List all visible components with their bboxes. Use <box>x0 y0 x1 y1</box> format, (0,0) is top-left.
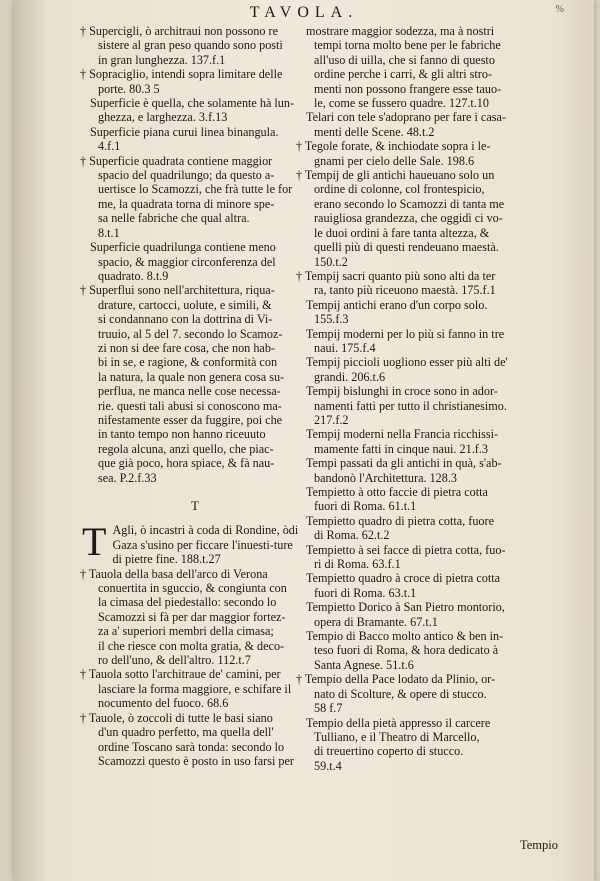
index-entry <box>306 543 578 572</box>
entry-line: in gran lunghezza. 137.f.1 <box>98 52 226 67</box>
entry-line: lasciare la forma maggiore, e schifare il <box>98 681 292 696</box>
page-header: TAVOLA. <box>249 4 359 21</box>
index-entry <box>80 67 300 96</box>
index-entry <box>306 456 578 485</box>
entry-line: mamente fatti in cinque naui. 21.f.3 <box>314 441 488 456</box>
index-entry <box>306 24 578 110</box>
entry-line: il che riesce con molta gratia, & deco- <box>98 638 285 653</box>
entry-line: Telari con tele s'adoprano per fare i casa- <box>306 110 506 125</box>
section-t-first-entry <box>82 519 300 567</box>
entry-line: sa nelle fabriche che qual altra. <box>98 211 250 226</box>
entry-line: † Tempio della Pace lodato da Plinio, or- <box>296 672 496 687</box>
index-entry <box>306 384 578 427</box>
catchword: Tempio <box>519 838 558 852</box>
index-entry <box>80 667 300 711</box>
index-entry <box>80 566 300 668</box>
index-entry <box>80 24 300 67</box>
entry-line: Tempietto quadro di pietra cotta, fuore <box>306 513 494 528</box>
left-entries-t <box>80 566 300 769</box>
entry-line: sea. P.2.f.33 <box>98 470 157 485</box>
entry-line: † Tegole forate, & inchiodate sopra i le- <box>296 139 491 154</box>
entry-line: le, come se fussero quadre. 127.t.10 <box>314 96 489 111</box>
entry-line: ture di pietre fine. 188.t.27 <box>112 537 293 567</box>
index-entry <box>306 629 578 672</box>
entry-line: Superficie è quella, che solamente hà lun- <box>90 96 295 111</box>
entry-line: le duoi ordini à fare tanta altezza, & <box>314 225 490 240</box>
entry-line: Tempij piccioli uogliono esser più alti de' <box>306 355 508 370</box>
entry-line: † Supercigli, ò architraui non possono re <box>80 24 279 38</box>
entry-line: la cimasa del piedestallo: secondo lo <box>98 595 277 610</box>
entry-line: ghezza, e larghezza. 3.f.13 <box>98 110 228 125</box>
entry-line: d'un quadro perfetto, ma quella dell' <box>98 725 274 740</box>
index-entry <box>306 600 578 629</box>
entry-line: Tempij moderni per lo più si fanno in tre <box>306 326 505 341</box>
entry-line: mostrare maggior sodezza, ma à nostri <box>306 24 495 38</box>
index-entry <box>306 110 578 139</box>
entry-line: rauigliosa grandezza, che oggidì ci vo- <box>314 211 503 226</box>
entry-line: Superficie quadrilunga contiene meno <box>90 240 276 255</box>
entry-line: 58 f.7 <box>314 701 343 716</box>
entry-line: † Sopraciglio, intendi sopra limitare delle <box>80 67 283 82</box>
entry-line: quelli più di questi rendeuano maestà. <box>314 240 499 255</box>
entry-line: fuori di Roma. 61.t.1 <box>314 499 417 514</box>
entry-line: quadrato. 8.t.9 <box>98 268 169 283</box>
entry-line: all'uso di uilla, che si fanno di questo <box>314 52 495 67</box>
entry-line: spacio, & maggior circonferenza del <box>98 254 276 269</box>
entry-line: menti non possono frangere esse tauo- <box>314 81 502 96</box>
entry-line: sistere al gran peso quando sono posti <box>98 38 283 53</box>
entry-line: fuori di Roma. 63.t.1 <box>314 585 417 600</box>
first-entry-lines <box>90 523 300 566</box>
entry-line: za a' superiori membri della cimasa; <box>98 624 274 639</box>
index-entry <box>306 485 578 514</box>
right-entries <box>296 24 578 773</box>
entry-line: Agli, ò incastri à coda di Rondine, ò <box>112 523 289 538</box>
left-column <box>80 24 300 768</box>
entry-line: si condannano con la dottrina di Vi- <box>98 312 273 327</box>
entry-line: erano secondo lo Scamozzi di tanta me <box>314 196 505 211</box>
entry-line: † Tempij sacri quanto più sono alti da ter <box>296 268 496 283</box>
entry-line: namenti fatti per tutto il christianesimo. <box>314 398 507 413</box>
entry-line: 8.t.1 <box>98 225 120 240</box>
entry-line: ordine Toscano sarà tonda: secondo lo <box>98 739 285 754</box>
entry-line: 59.t.4 <box>314 758 342 773</box>
entry-line: ordine di colonne, col frontespicio, <box>314 182 485 197</box>
entry-line: teso fuori di Roma, & hora dedicato à <box>314 643 499 658</box>
entry-line: bandonò l'Architettura. 128.3 <box>314 470 457 485</box>
entry-line: menti delle Scene. 48.t.2 <box>314 124 435 139</box>
index-entry <box>90 125 300 154</box>
entry-line: rie. questi tali abusi si conoscono ma- <box>98 398 282 413</box>
entry-line: bi in se, e ragione, & conformità con <box>98 355 278 370</box>
index-entry <box>306 427 578 456</box>
index-entry <box>296 268 578 298</box>
entry-line: conuertita in sguccio, & congiunta con <box>98 581 287 596</box>
entry-line: Tempij moderni nella Francia ricchissi- <box>306 427 499 442</box>
folio-mark: % <box>555 4 564 15</box>
entry-line: 4.f.1 <box>98 139 121 154</box>
entry-line: nato di Scolture, & opere di stucco. <box>314 686 487 701</box>
entry-line: † Tauola della basa dell'arco di Verona <box>80 566 268 581</box>
index-entry <box>306 514 578 543</box>
index-entry <box>90 240 300 283</box>
entry-line: † Tauola sotto l'architraue de' camini, per <box>80 667 281 682</box>
index-entry <box>306 298 578 327</box>
entry-line: ro dell'uno, & dell'altro. 112.t.7 <box>98 653 251 668</box>
entry-line: truuio, al 5 del 7. secondo lo Scamoz- <box>98 326 283 341</box>
index-entry <box>306 571 578 600</box>
entry-line: Tulliano, e il Theatro di Marcello, <box>314 729 480 744</box>
entry-line: 155.f.3 <box>314 312 349 327</box>
index-entry <box>90 96 300 125</box>
entry-line: porte. 80.3 5 <box>98 81 160 96</box>
entry-line: Superficie piana curui linea binangula. <box>90 124 279 139</box>
entry-line: opera di Bramante. 67.t.1 <box>314 614 438 629</box>
entry-line: gnami per cielo delle Sale. 198.6 <box>314 153 475 168</box>
entry-line: di Gaza s'usino per ficcare l'inuesti- <box>112 523 299 552</box>
entry-line: me, la quadrata torna di minore spe- <box>98 196 275 211</box>
entry-line: 150.t.2 <box>314 254 348 269</box>
entry-line: Tempij bislunghi in croce sono in ador- <box>306 384 498 399</box>
entry-line: Tempietto à sei facce di pietra cotta, fuo- <box>306 542 506 557</box>
entry-line: Tempietto quadro à croce di pietra cotta <box>306 571 501 586</box>
entry-line: Tempio di Bacco molto antico & ben in- <box>306 629 504 644</box>
entry-line: in tanto tempo non hanno riceuuto <box>98 427 266 442</box>
index-entry <box>306 355 578 384</box>
entry-line: ra, tanto più riceuono maestà. 175.f.1 <box>314 283 496 298</box>
entry-line: ordine perche i carri, & gli altri stro- <box>314 67 493 82</box>
left-entries <box>80 24 300 485</box>
entry-line: Tempietto à otto faccie di pietra cotta <box>306 485 488 499</box>
entry-line: Santa Agnese. 51.t.6 <box>314 657 414 672</box>
index-entry <box>296 672 578 716</box>
entry-line: ri di Roma. 63.f.1 <box>314 557 401 572</box>
entry-line: Scamozzi questo è posto in uso farsi per <box>98 753 294 768</box>
entry-line: que già poco, hora spiace, & fà nau- <box>98 456 275 471</box>
entry-line: Scamozzi si fà per dar maggior fortez- <box>98 609 286 624</box>
index-entry <box>80 710 300 769</box>
index-entry <box>80 283 300 485</box>
index-entry <box>296 139 578 168</box>
index-entry <box>296 168 578 269</box>
entry-line: la natura, la quale non genera cosa su- <box>98 369 285 384</box>
entry-line: uertisce lo Scamozzi, che frà tutte le for <box>98 182 293 197</box>
entry-line: drature, cartocci, uolute, e simili, & <box>98 297 272 312</box>
entry-line: di Roma. 62.t.2 <box>314 528 390 543</box>
entry-line: Tempi passati da gli antichi in quà, s'ab- <box>306 456 502 471</box>
index-entry <box>306 716 578 774</box>
entry-line: † Superficie quadrata contiene maggior <box>80 153 273 168</box>
entry-line: † Superflui sono nell'architettura, riqua- <box>80 283 275 298</box>
entry-line: zi non si dee fare cosa, che non hab- <box>98 340 275 355</box>
right-column <box>296 24 578 773</box>
section-letter: T <box>191 498 199 513</box>
entry-line: 217.f.2 <box>314 412 349 427</box>
index-entry <box>80 153 300 240</box>
drop-cap: T <box>82 519 107 565</box>
entry-line: Tempietto Dorico à San Pietro montorio, <box>306 600 505 615</box>
entry-line: regola alcuna, anzi quello, che piac- <box>98 441 274 456</box>
entry-line: naui. 175.f.4 <box>314 340 376 355</box>
entry-line: Tempij antichi erano d'un corpo solo. <box>306 297 488 312</box>
entry-line: nifestamente esser da fuggire, poi che <box>98 412 283 427</box>
entry-line: perflua, ne manca nelle cose necessa- <box>98 384 281 399</box>
entry-line: di treuertino coperto di stucco. <box>314 744 464 759</box>
index-entry <box>306 327 578 356</box>
entry-line: tempi torna molto bene per le fabriche <box>314 38 501 53</box>
entry-line: nocumento del fuoco. 68.6 <box>98 696 229 711</box>
entry-line: spacio del quadrilungo; da questo a- <box>98 168 275 183</box>
entry-line: † Tempij de gli antichi haueuano solo un <box>296 168 495 183</box>
book-page <box>14 0 594 881</box>
entry-line: † Tauole, ò zoccoli di tutte le basi siano <box>80 710 273 725</box>
entry-line: Tempio della pietà appresso il carcere <box>306 715 491 730</box>
entry-line: grandi. 206.t.6 <box>314 369 386 384</box>
